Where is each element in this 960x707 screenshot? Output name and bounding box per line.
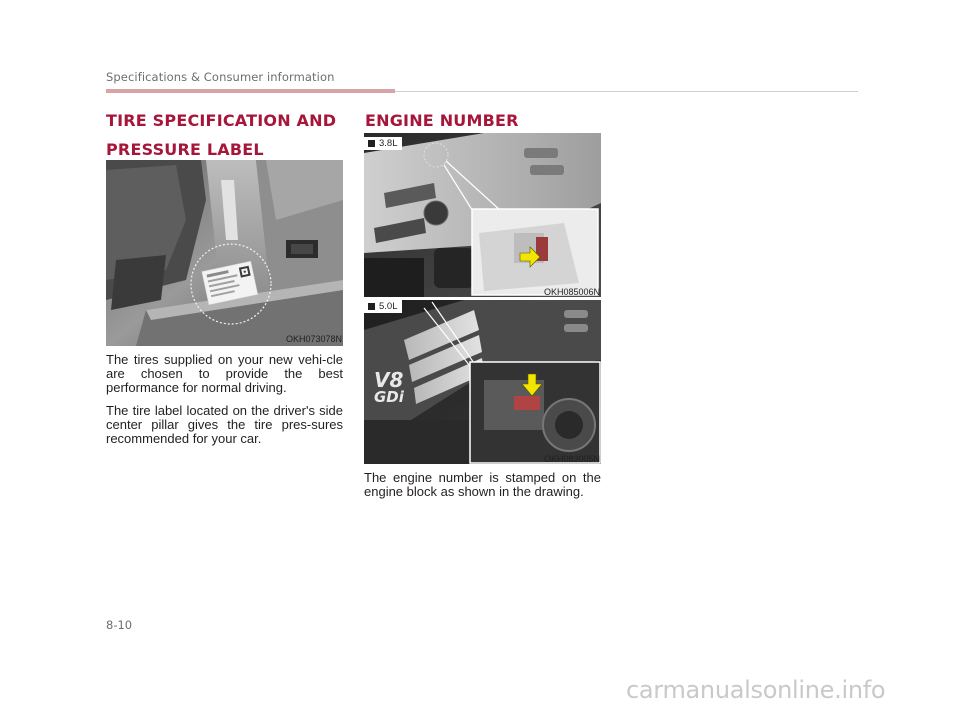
variant-label: 3.8L (379, 138, 398, 149)
running-header: Specifications & Consumer information (106, 70, 335, 84)
engine-photo-3-8l (364, 133, 601, 297)
engine-variant-tag-1 (364, 137, 402, 150)
tire-paragraph-2: The tire label located on the driver's side center pillar gives the tire pres-sures recommended for your car. (106, 403, 343, 446)
variant-label: 5.0L (379, 301, 398, 312)
engine-figure-code-2: OKH083005N (543, 454, 600, 464)
tire-figure-code: OKH073078N (285, 334, 342, 344)
page-number: 8-10 (106, 618, 133, 632)
tire-title-line-1: TIRE SPECIFICATION AND (106, 111, 337, 130)
engine-badge (374, 368, 404, 406)
tire-section-title (106, 106, 336, 164)
tire-paragraph-1: The tires supplied on your new vehi-cle are chosen to provide the best performance for normal driving. (106, 352, 343, 395)
engine-figure-code-1: OKH085006N (543, 287, 600, 297)
header-divider (395, 91, 858, 92)
watermark: carmanualsonline.info (626, 676, 886, 704)
square-bullet-icon (368, 303, 375, 310)
engine-paragraph: The engine number is stamped on the engine block as shown in the drawing. (364, 470, 601, 499)
square-bullet-icon (368, 140, 375, 147)
engine-section-title: ENGINE NUMBER (365, 111, 519, 130)
engine-badge-line-2: GDi (374, 388, 404, 406)
header-accent-bar (106, 89, 395, 93)
tire-title-line-2: PRESSURE LABEL (106, 140, 264, 159)
engine-photo-5-0l (364, 300, 601, 464)
tire-label-photo (106, 160, 343, 346)
engine-variant-tag-2 (364, 300, 402, 313)
engine-badge-line-1: V8 (374, 368, 404, 392)
